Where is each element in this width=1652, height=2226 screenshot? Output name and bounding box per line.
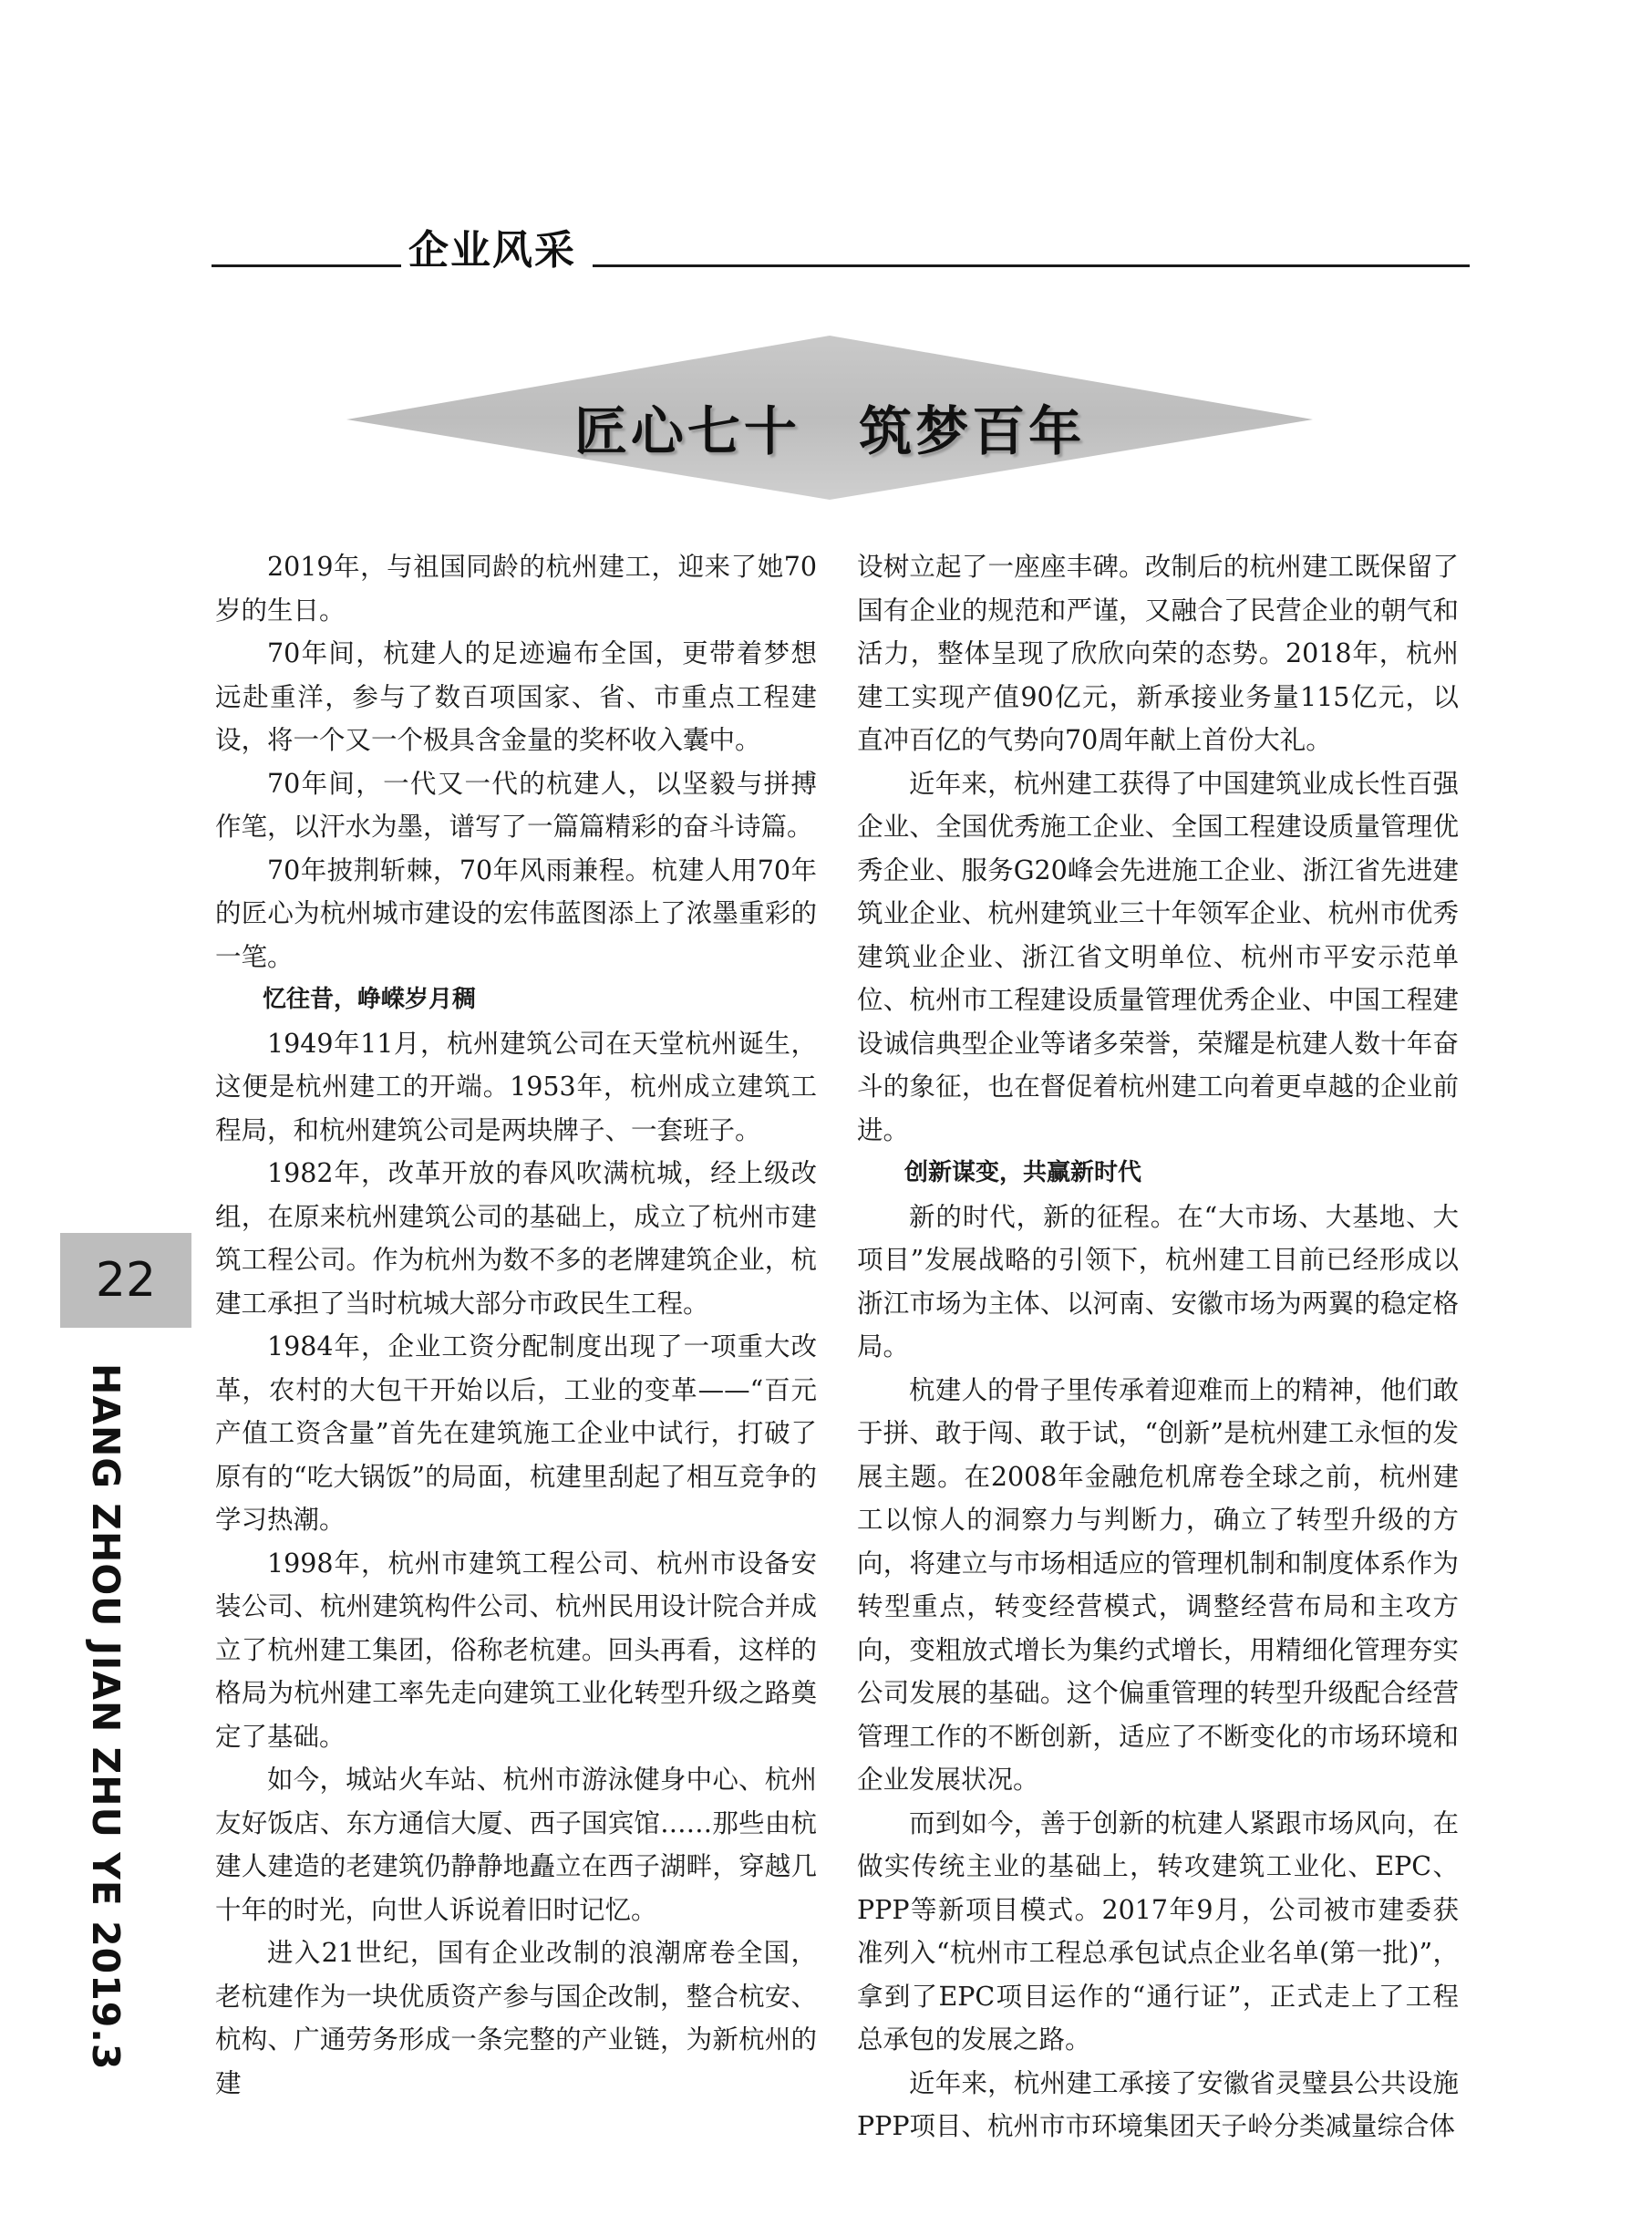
paragraph: 新的时代，新的征程。在“大市场、大基地、大项目”发展战略的引领下，杭州建工目前已经形成以浙江市场为主体、以河南、安徽市场为两翼的稳定格局。 (857, 1201, 1459, 1361)
article-column-right (857, 545, 1459, 2148)
paragraph: 2019年，与祖国同龄的杭州建工，迎来了她70岁的生日。 (215, 552, 817, 626)
paragraph: 1998年，杭州市建筑工程公司、杭州市设备安装公司、杭州建筑构件公司、杭州民用设计院合并成立了杭州建工集团，俗称老杭建。回头再看，这样的格局为杭州建工率先走向建筑工业化转型升级之路奠定了基础。 (215, 1548, 817, 1752)
paragraph: 而到如今，善于创新的杭建人紧跟市场风向，在做实传统主业的基础上，转攻建筑工业化、EPC、PPP等新项目模式。2017年9月，公司被市建委获准列入“杭州市工程总承包试点企业名单(第一批)”，拿到了EPC项目运作的“通行证”，正式走上了工程总承包的发展之路。 (857, 1807, 1459, 2055)
paragraph: 1984年，企业工资分配制度出现了一项重大改革，农村的大包干开始以后，工业的变革——“百元产值工资含量”首先在建筑施工企业中试行，打破了原有的“吃大锅饭”的局面，杭建里刮起了相互竞争的学习热潮。 (215, 1331, 817, 1535)
article-title: 匠心七十 筑梦百年 (573, 400, 1086, 462)
magazine-side-title: HANG ZHOU JIAN ZHU YE 2019.3 (84, 1363, 128, 2071)
article-column-left (215, 545, 817, 2105)
header-rule-right (593, 264, 1470, 267)
paragraph: 70年披荆斩棘，70年风雨兼程。杭建人用70年的匠心为杭州城市建设的宏伟蓝图添上了浓墨重彩的一笔。 (215, 854, 817, 972)
page-number-box (60, 1233, 191, 1328)
section-label: 企业风采 (408, 227, 576, 274)
paragraph: 70年间，一代又一代的杭建人，以坚毅与拼搏作笔，以汗水为墨，谱写了一篇篇精彩的奋斗诗篇。 (215, 768, 817, 842)
paragraph: 设树立起了一座座丰碑。改制后的杭州建工既保留了国有企业的规范和严谨，又融合了民营企业的朝气和活力，整体呈现了欣欣向荣的态势。2018年，杭州建工实现产值90亿元，新承接业务量115亿元，以直冲百亿的气势向70周年献上首份大礼。 (857, 552, 1459, 755)
title-banner (346, 336, 1313, 500)
paragraph: 杭建人的骨子里传承着迎难而上的精神，他们敢于拼、敢于闯、敢于试，“创新”是杭州建工永恒的发展主题。在2008年金融危机席卷全球之前，杭州建工以惊人的洞察力与判断力，确立了转型升级的方向，将建立与市场相适应的管理机制和制度体系作为转型重点，转变经营模式，调整经营布局和主攻方向，变粗放式增长为集约式增长，用精细化管理夯实公司发展的基础。这个偏重管理的转型升级配合经营管理工作的不断创新，适应了不断变化的市场环境和企业发展状况。 (857, 1374, 1459, 1795)
paragraph: 近年来，杭州建工承接了安徽省灵璧县公共设施PPP项目、杭州市市环境集团天子岭分类减量综合体 (857, 2067, 1459, 2141)
paragraph: 1949年11月，杭州建筑公司在天堂杭州诞生，这便是杭州建工的开端。1953年，杭州成立建筑工程局，和杭州建筑公司是两块牌子、一套班子。 (215, 1028, 817, 1145)
page-number: 22 (95, 1253, 157, 1308)
paragraph: 1982年，改革开放的春风吹满杭城，经上级改组，在原来杭州建筑公司的基础上，成立了杭州市建筑工程公司。作为杭州为数不多的老牌建筑企业，杭建工承担了当时杭城大部分市政民生工程。 (215, 1158, 817, 1319)
header-rule-left (212, 264, 401, 267)
subheading: 忆往昔，峥嵘岁月稠 (263, 986, 477, 1013)
paragraph: 近年来，杭州建工获得了中国建筑业成长性百强企业、全国优秀施工企业、全国工程建设质量管理优秀企业、服务G20峰会先进施工企业、浙江省先进建筑业企业、杭州建筑业三十年领军企业、杭州市优秀建筑业企业、浙江省文明单位、杭州市平安示范单位、杭州市工程建设质量管理优秀企业、中国工程建设诚信典型企业等诸多荣誉，荣耀是杭建人数十年奋斗的象征，也在督促着杭州建工向着更卓越的企业前进。 (857, 768, 1459, 1145)
paragraph: 进入21世纪，国有企业改制的浪潮席卷全国，老杭建作为一块优质资产参与国企改制，整合杭安、杭构、广通劳务形成一条完整的产业链，为新杭州的建 (215, 1938, 817, 2098)
paragraph: 70年间，杭建人的足迹遍布全国，更带着梦想远赴重洋，参与了数百项国家、省、市重点工程建设，将一个又一个极具含金量的奖杯收入囊中。 (215, 638, 817, 755)
section-header (212, 217, 1470, 272)
subheading: 创新谋变，共赢新时代 (904, 1159, 1142, 1186)
paragraph: 如今，城站火车站、杭州市游泳健身中心、杭州友好饭店、东方通信大厦、西子国宾馆……那些由杭建人建造的老建筑仍静静地矗立在西子湖畔，穿越几十年的时光，向世人诉说着旧时记忆。 (215, 1765, 817, 1925)
